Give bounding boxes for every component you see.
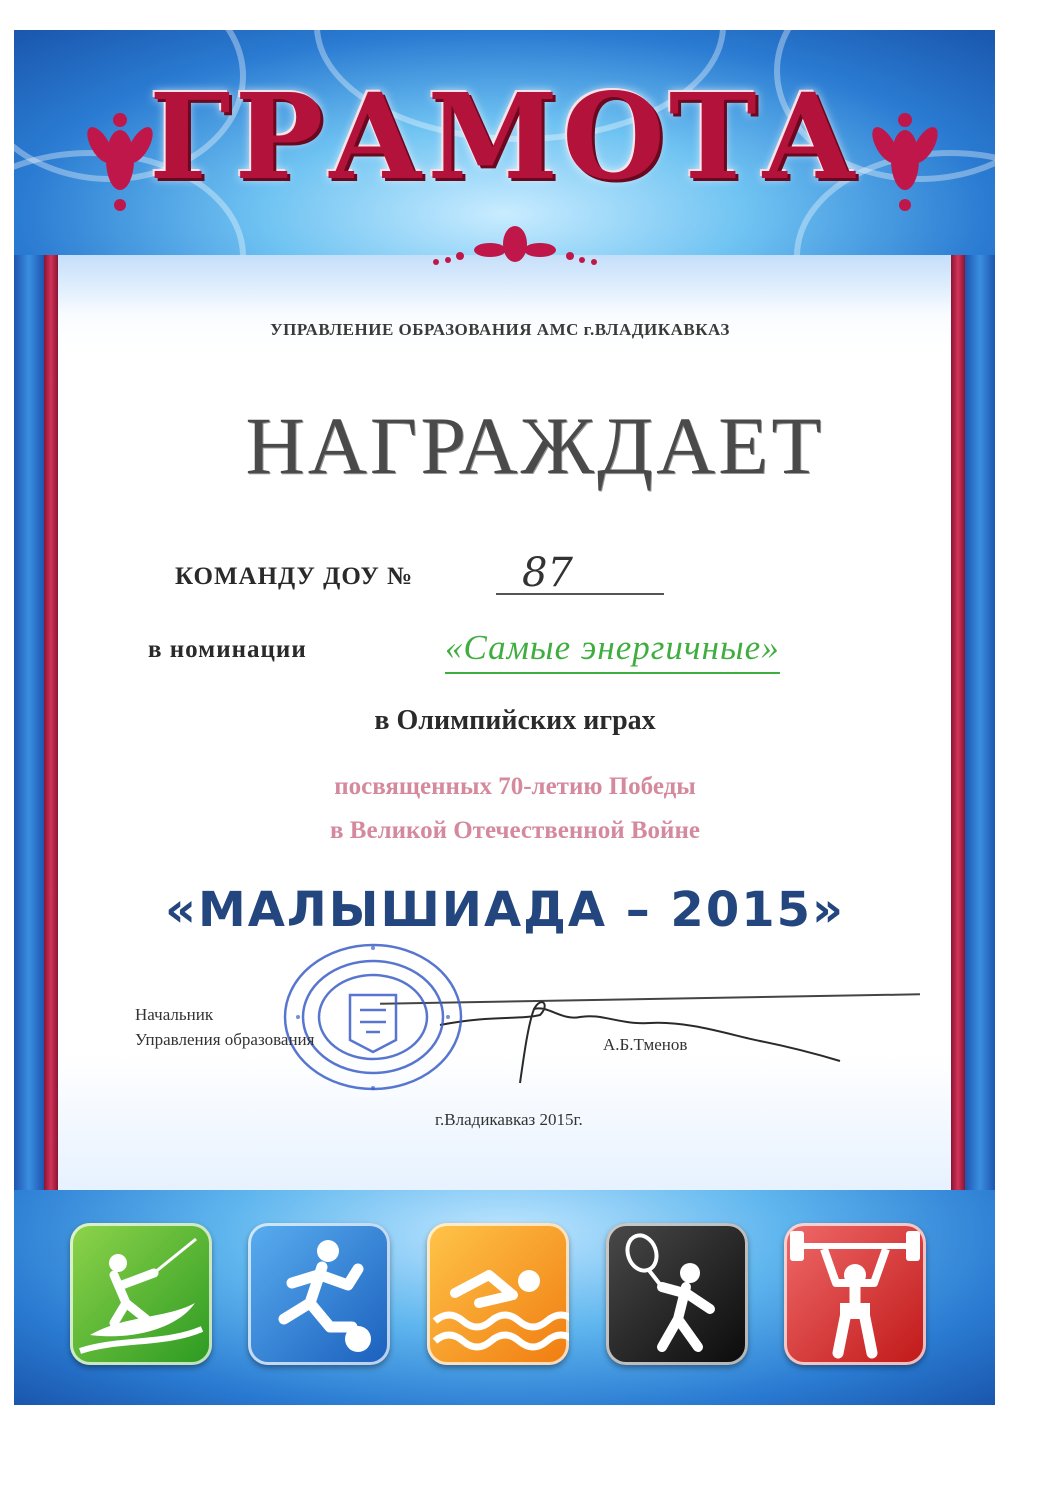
signer-role-line-2: Управления образования (135, 1030, 315, 1049)
signer-role-line-1: Начальник (135, 1005, 214, 1024)
nomination-label: в номинации (148, 636, 307, 663)
dedication-line-1: посвященных 70-летию Победы (334, 773, 696, 800)
signer-name: А.Б.Тменов (603, 1035, 688, 1054)
team-label: КОМАНДУ ДОУ № (175, 563, 414, 590)
awards-heading: НАГРАЖДАЕТ (245, 400, 825, 491)
place-and-date: г.Владикавказ 2015г. (435, 1110, 583, 1129)
weightlifting-icon (784, 1223, 926, 1365)
nomination-value: «Самые энергичные» (445, 628, 780, 674)
event-title: «МАЛЫШИАДА – 2015» (164, 882, 846, 938)
wakeboard-icon (70, 1223, 212, 1365)
tennis-icon (606, 1223, 748, 1365)
team-number: 87 (522, 550, 573, 596)
official-seal-icon (278, 940, 468, 1095)
issuing-organization: УПРАВЛЕНИЕ ОБРАЗОВАНИЯ АМС г.ВЛАДИКАВКАЗ (270, 320, 730, 339)
center-ornament-icon (420, 222, 610, 277)
games-line: в Олимпийских играх (374, 705, 656, 736)
dedication-line-2: в Великой Отечественной Войне (330, 817, 700, 844)
certificate-title: ГРАМОТА (149, 67, 861, 206)
swimming-icon (427, 1223, 569, 1365)
football-icon (248, 1223, 390, 1365)
